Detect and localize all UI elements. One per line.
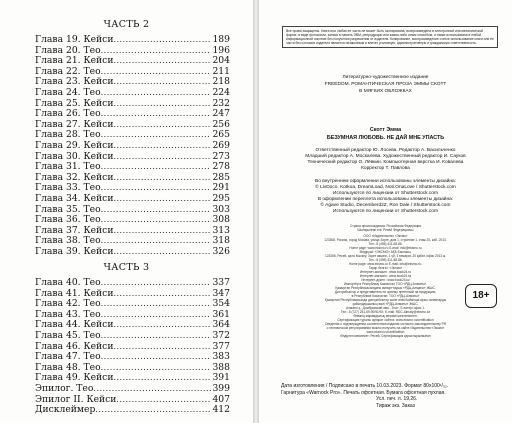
toc-leader-dots	[101, 236, 212, 247]
publisher-line: 123308, Ресей, қала Мәскеу, Зорге көшесі, 1 үй, 1 ғимарат, 20 қабат, офис 2013 ж.	[324, 254, 447, 258]
toc-leader-dots	[101, 310, 212, 321]
toc-entry-page: 326	[212, 245, 230, 257]
toc-entry-page: 308	[212, 214, 230, 226]
country-info	[269, 224, 502, 232]
toc-entry-page: 295	[212, 192, 230, 204]
publisher-line: Дистрибьютор и представитель по приему претензий на продукцию,	[334, 290, 437, 294]
toc-entry-page: 407	[212, 393, 230, 405]
toc-leader-dots	[95, 405, 211, 416]
toc-entry-label: Глава 38. Тео	[35, 235, 101, 247]
toc-entry-page: 196	[212, 44, 230, 56]
toc-leader-dots	[113, 56, 211, 67]
toc-entry-label: Глава 31. Тео	[35, 161, 101, 173]
print-info-line: Тираж экз. Заказ	[376, 402, 415, 409]
publisher-line: қабылдаушының өкілі «РДЦ-Алматы» ЖШС,	[352, 302, 419, 306]
toc-leader-dots	[113, 226, 211, 237]
toc-entry-label: Дисклеймер	[35, 404, 96, 416]
staff-line: Технический редактор О. Лёвкин. Компьютерная верстка И. Ковалева	[307, 160, 464, 165]
toc-entry-label: Глава 44. Кейси	[35, 319, 114, 331]
publisher-line: Өндіруші: «ЭКСМО» АҚБ Баспасы,	[359, 250, 412, 254]
toc-leader-dots	[101, 215, 212, 226]
toc-entry	[35, 278, 230, 289]
toc-entry-page: 391	[212, 372, 230, 384]
publisher-line: Өнімнің жарамдылық мерзімі шектелмеген.	[353, 314, 418, 318]
left-page	[0, 0, 253, 423]
toc-leader-dots	[113, 194, 211, 205]
toc-entry-label: Глава 26. Тео	[35, 108, 101, 120]
print-info-line: Гарнитура «Warnock Pro». Печать офсетная. Бумага офсетная пухлая.	[281, 389, 446, 396]
toc-entry-label: Глава 35. Тео	[35, 203, 101, 215]
publisher-line: Интернет-магазин : www.book24.ru	[359, 270, 412, 274]
publisher-line: ООО «Издательство «Эксмо»	[363, 234, 408, 238]
design-line: © LivDoco, Kotkoa, DreamLoad, Noti.OnaLove / Shutterstock.com	[315, 185, 456, 190]
toc-leader-dots	[113, 120, 211, 131]
toc-leader-dots	[113, 320, 211, 331]
toc-entry-label: Глава 41. Кейси	[35, 287, 114, 299]
toc-entry	[35, 384, 230, 395]
publisher-line: Тел.: 8 (495) 411-68-86.	[368, 242, 403, 246]
toc-entry-label: Глава 33. Тео	[35, 182, 101, 194]
design-line: © Agave Studio, Decemberd2Z, Ron Dale / Shutterstock.com	[320, 203, 451, 208]
toc-entry-label: Глава 48. Тео	[35, 361, 101, 373]
design-line: Используются по лицензии от Shutterstock.com	[333, 209, 438, 214]
age-rating-badge: 18+	[465, 284, 497, 308]
country-line: Шығарылған елі: Ресей Федерациясы	[357, 228, 414, 232]
right-page	[259, 0, 512, 423]
print-info-line: Дата изготовления / Подписано в печать 10.03.2023. Формат 80x100¹/₃₂.	[281, 383, 449, 389]
publisher-line: Алматы қ., Домбровский көш., 3«а», Б литері офис 1.	[346, 306, 425, 310]
toc-entry-label: Глава 37. Кейси	[35, 224, 114, 236]
publisher-line: Тауар белгісі: «Эксмо»	[368, 266, 403, 270]
toc-entry-page: 377	[212, 340, 230, 352]
publisher-line: в Республике Казахстан: ТОО «РДЦ-Алматы»	[351, 294, 420, 298]
publisher-line: Қазақстан Республикасындағы импорттаушы «РДЦ-Алматы» ЖШС.	[335, 286, 436, 290]
toc-leader-dots	[101, 109, 212, 120]
design-line: В оформлении переплета использованы элементы дизайна:	[317, 197, 454, 202]
toc-entry-page: 388	[212, 361, 230, 373]
publisher-line: Тел.: 8 (495) 411-68-86.	[368, 258, 403, 262]
toc-leader-dots	[101, 183, 212, 194]
print-info	[281, 383, 491, 409]
toc-entry-page: 273	[212, 150, 230, 162]
design-credits	[269, 179, 502, 215]
toc-entry-label: Глава 27. Кейси	[35, 118, 114, 130]
publisher-line: Интернет-магазин : www.book24.kz	[359, 274, 412, 278]
part-3-title: ЧАСТЬ 3	[103, 262, 150, 273]
toc-entry-page: 383	[212, 351, 230, 363]
toc-leader-dots	[101, 67, 212, 78]
toc-leader-dots	[113, 289, 211, 300]
publisher-line: Тел.: 8 (727) 251-59-90/91/92; E-mail: RDC-Almaty@eksmo.kz	[340, 310, 431, 314]
toc-entry-label: Глава 29. Кейси	[35, 139, 114, 151]
part-2-toc	[35, 35, 230, 257]
toc-entry-page: 412	[212, 404, 230, 416]
toc-entry-page: 189	[212, 34, 230, 45]
series-line: FREEDOM. РОМАНТИЧЕСКАЯ ПРОЗА ЭММЫ СКОТТ	[324, 82, 447, 87]
toc-entry-label: Глава 43. Тео	[35, 308, 101, 320]
toc-entry	[35, 405, 230, 416]
toc-entry-label: Глава 46. Кейси	[35, 340, 114, 352]
toc-entry-page: 256	[212, 118, 230, 130]
toc-entry-page: 354	[212, 298, 230, 310]
toc-leader-dots	[113, 152, 211, 163]
part-3-toc	[35, 278, 230, 416]
toc-leader-dots	[101, 363, 212, 374]
publisher-line: Интернет-дүкен : www.book24.kz	[361, 278, 410, 282]
toc-leader-dots	[113, 35, 211, 46]
toc-entry-page: 361	[212, 308, 230, 320]
toc-leader-dots	[113, 77, 211, 88]
toc-entry-page: 364	[212, 319, 230, 331]
toc-entry-label: Глава 49. Кейси	[35, 372, 114, 384]
toc-entry-page: 313	[212, 224, 230, 236]
publisher-line: Home page: www.eksmo.ru E-mail: info@eksmo.ru	[349, 246, 422, 250]
toc-leader-dots	[113, 99, 211, 110]
publisher-line: Сертификация туралы ақпарат сайтта: www.eksmo.ru/certification	[337, 318, 434, 322]
toc-leader-dots	[101, 205, 212, 216]
print-info-line: Усл. печ. л. 19,26.	[376, 396, 418, 403]
toc-entry-page: 278	[212, 161, 230, 173]
toc-leader-dots	[116, 395, 211, 406]
staff-line: Младший редактор А. Москалева. Художественный редактор И. Сауков	[305, 154, 466, 159]
toc-leader-dots	[101, 331, 212, 342]
publisher-line: Импортёр в Республику Казахстан ТОО «РДЦ-Алматы».	[343, 282, 428, 286]
toc-leader-dots	[101, 278, 212, 289]
toc-leader-dots	[101, 352, 212, 363]
copyright-notice: Все права защищены. Книга или любая ее часть не может быть скопирована, воспроизведена в электронной или механической форме, в виде фотокопии, записи в память ЭВМ, репродукции или каким-либо иным способом, а также использована в любой информационной системе без получения разрешения от издателя. Копирование, воспроизведение и иное использование книги или ее части без согласия издателя является незаконным и влечет уголовную, административную и гражданскую ответственность.	[282, 26, 498, 48]
staff-line: Корректор Т. Павлова	[361, 166, 410, 171]
toc-leader-dots	[113, 373, 211, 384]
publisher-line: о техническом регулировании можно получить на сайте Издательства «Эксмо»	[326, 326, 445, 330]
toc-entry-label: Глава 34. Кейси	[35, 192, 114, 204]
cover-line: В МЯГКИХ ОБЛОЖКАХ	[359, 89, 412, 94]
toc-entry-page: 285	[212, 171, 230, 183]
publisher-line: Сведения о подтверждении соответствия издания согласно законодательству РФ	[324, 322, 447, 326]
toc-entry-label: Глава 21. Кейси	[35, 55, 114, 67]
toc-leader-dots	[101, 299, 212, 310]
toc-entry	[35, 247, 230, 258]
toc-entry-label: Глава 39. Кейси	[35, 245, 114, 257]
toc-entry	[35, 331, 230, 342]
toc-leader-dots	[113, 141, 211, 152]
toc-entry-label: Глава 32. Кейси	[35, 171, 114, 183]
toc-entry-label: Глава 30. Кейси	[35, 150, 114, 162]
country-line: Страна происхождения: Российская Федерация	[349, 224, 422, 228]
toc-entry-page: 399	[212, 382, 230, 394]
toc-entry-label: Глава 24. Тео	[35, 86, 101, 98]
design-line: Используются по лицензии от Shutterstock.com	[333, 191, 438, 196]
toc-leader-dots	[101, 130, 212, 141]
toc-entry-page: 232	[212, 97, 230, 109]
staff-credits	[269, 148, 502, 172]
toc-entry-label: Эпилог II. Кейси	[35, 393, 117, 405]
toc-entry-label: Глава 45. Тео	[35, 329, 101, 341]
toc-leader-dots	[113, 173, 211, 184]
toc-entry-page: 211	[212, 65, 230, 77]
publisher-line: 123308, Россия, город Москва, улица Зорге, дом 1, строение 1, этаж 20, каб. 2013.	[324, 238, 447, 242]
toc-entry-label: Глава 42. Тео	[35, 298, 101, 310]
toc-entry-page: 372	[212, 329, 230, 341]
publisher-line: www.eksmo.ru/certification	[366, 330, 405, 334]
toc-entry-page: 291	[212, 182, 230, 194]
publisher-line: Қазақстан Республикасында дистрибьютор және өнім бойынша арыз-талаптарды	[324, 298, 447, 302]
toc-entry-label: Глава 40. Тео	[35, 277, 101, 288]
design-line: Во внутреннем оформлении использованы элементы дизайна:	[315, 179, 456, 184]
toc-entry	[35, 141, 230, 152]
toc-entry-page: 318	[212, 235, 230, 247]
toc-entry-page: 224	[212, 86, 230, 98]
toc-entry-page: 218	[212, 76, 230, 88]
toc-entry-page: 337	[212, 277, 230, 288]
toc-leader-dots	[101, 88, 212, 99]
toc-entry-page: 247	[212, 108, 230, 120]
toc-entry	[35, 194, 230, 205]
toc-entry-label: Глава 19. Кейси	[35, 34, 114, 45]
toc-entry-label: Эпилог. Тео	[35, 382, 94, 394]
toc-entry-label: Глава 23. Кейси	[35, 76, 114, 88]
toc-entry-page: 204	[212, 55, 230, 67]
toc-entry-page: 303	[212, 203, 230, 215]
toc-leader-dots	[101, 46, 212, 57]
book-title: БЕЗУМНАЯ ЛЮБОВЬ. НЕ ДАЙ МНЕ УПАСТЬ	[326, 135, 445, 141]
toc-entry-label: Глава 22. Тео	[35, 65, 101, 77]
toc-entry-label: Глава 47. Тео	[35, 351, 101, 363]
toc-entry-page: 347	[212, 287, 230, 299]
toc-entry-page: 269	[212, 139, 230, 151]
toc-leader-dots	[93, 384, 211, 395]
staff-line: Ответственный редактор Ю. Лосева. Редактор А. Васильченко	[315, 148, 456, 153]
genre-line: Литературно-художественное издание	[342, 75, 429, 80]
toc-entry-page: 265	[212, 129, 230, 141]
toc-entry	[35, 88, 230, 99]
toc-entry-label: Глава 20. Тео	[35, 44, 101, 56]
author-name: Скотт Эмма	[369, 127, 402, 133]
publisher-line: Өндірген мемлекет: Ресей. Сертификация қарастырылмаған	[340, 334, 431, 338]
toc-entry	[35, 35, 230, 46]
toc-entry-label: Глава 36. Тео	[35, 214, 101, 226]
publisher-line: Home page: www.eksmo.ru E-mail: info@eksmo.ru.	[348, 262, 423, 266]
toc-entry-label: Глава 28. Тео	[35, 129, 101, 141]
part-2-title: ЧАСТЬ 2	[103, 19, 150, 30]
toc-leader-dots	[101, 162, 212, 173]
toc-leader-dots	[113, 247, 211, 258]
toc-entry-label: Глава 25. Кейси	[35, 97, 114, 109]
toc-leader-dots	[113, 342, 211, 353]
